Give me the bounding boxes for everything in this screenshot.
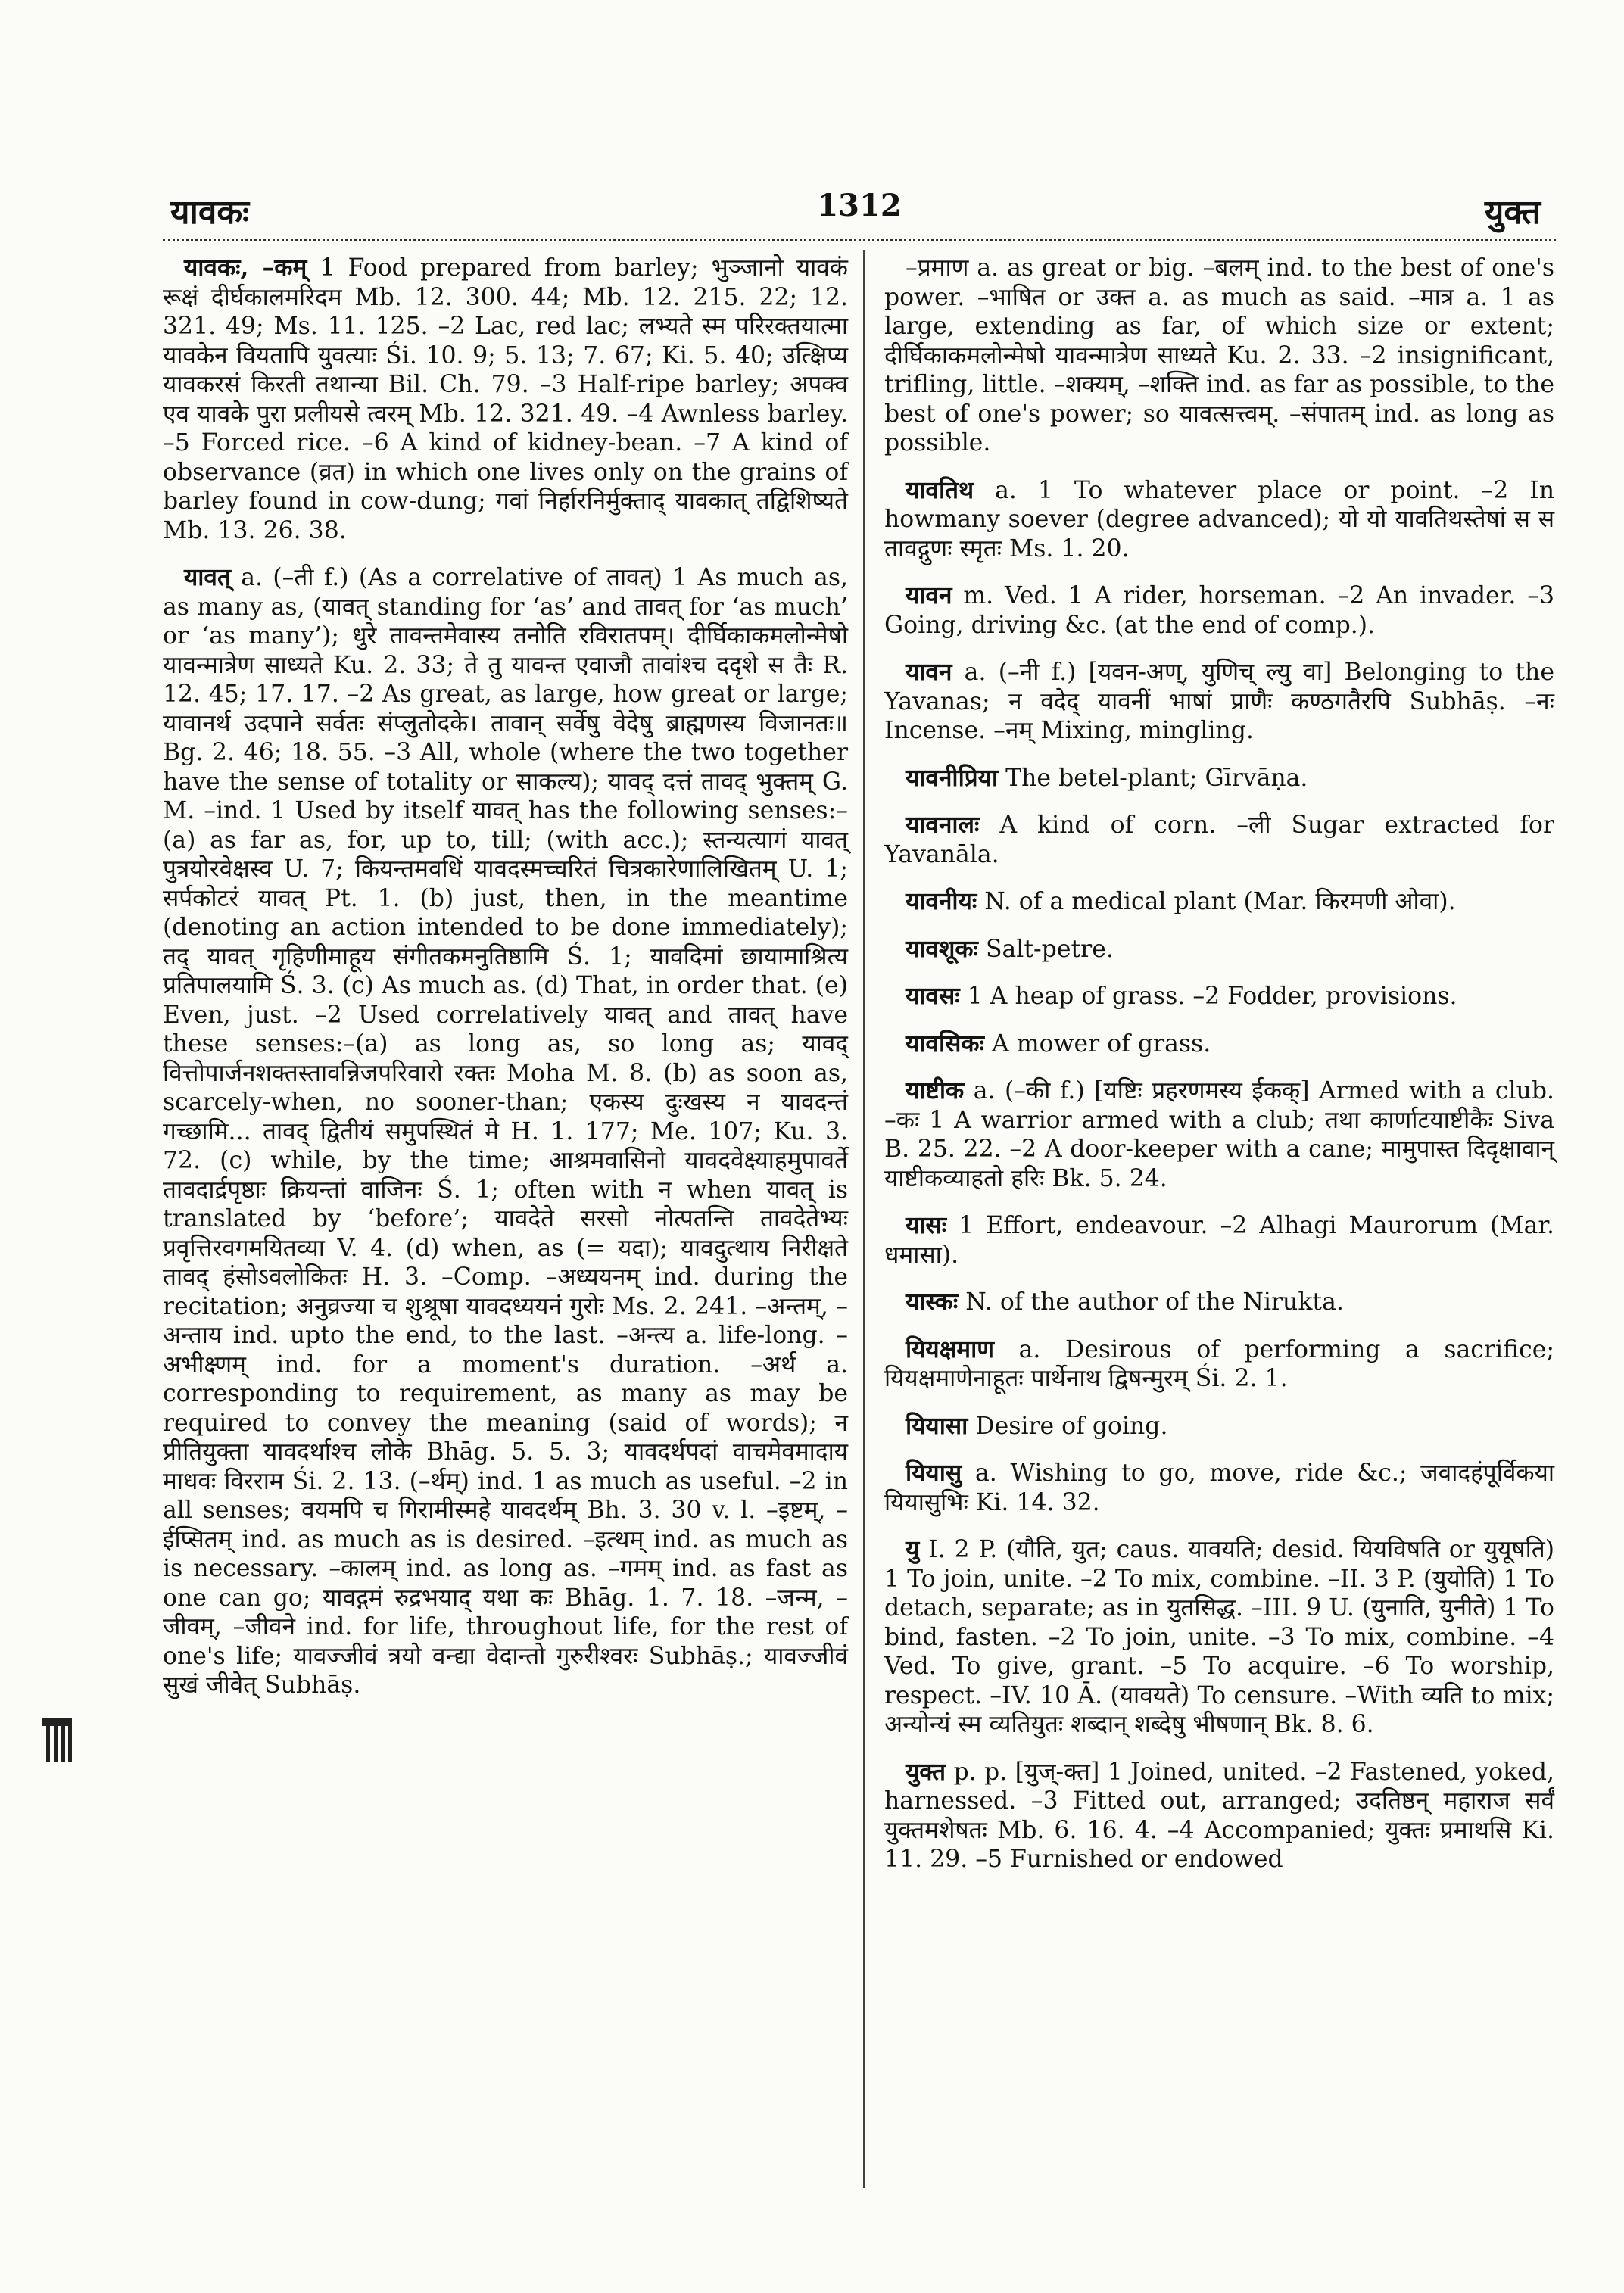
- entry-headword: यावनालः: [906, 811, 980, 839]
- entry-headword: याष्टीक: [906, 1076, 965, 1104]
- entry-definition: A mower of grass.: [991, 1030, 1211, 1058]
- dictionary-entry: [884, 1288, 1554, 1317]
- entry-definition: 1 Effort, endeavour. –2 Alhagi Maurorum (Mar. धमासा).: [884, 1212, 1554, 1269]
- entry-headword: यावनीप्रिया: [906, 763, 999, 792]
- entry-definition: N. of a medical plant (Mar. किरमणी ओवा).: [984, 888, 1456, 915]
- dictionary-entry: [163, 563, 848, 1700]
- entry-headword: युक्त: [906, 1757, 946, 1786]
- entry-definition: 1 Food prepared from barley; भुञ्जानो यावकं रूक्षं दीर्घकालमरिदम Mb. 12. 300. 44; Mb. 12. 215. 22; 12. 321. 49; Ms. 11. 125. –2 Lac, red lac; लभ्यते स्म परिरक्तयात्मा यावकेन वियतापि युवत्याः Śi. 10. 9; 5. 13; 7. 67; Ki. 5. 40; उत्क्षिप्य यावकरसं किरती तथान्या Bil. Ch. 79. –3 Half-ripe barley; अपक्व एव यावके पुरा प्रलीयसे त्वरम् Mb. 12. 321. 49. –4 Awnless barley. –5 Forced rice. –6 A kind of kidney-bean. –7 A kind of observance (व्रत) in which one lives only on the grains of barley found in cow-dung; गवां निर्हारनिर्मुक्ताद् यावकात् तद्विशिष्यते Mb. 13. 26. 38.: [163, 254, 848, 544]
- entry-definition: p. p. [युज्-क्त] 1 Joined, united. –2 Fastened, yoked, harnessed. –3 Fitted out, arranged; उदतिष्ठन् महाराज सर्वं युक्तमशेषतः Mb. 6. 16. 4. –4 Accompanied; युक्तः प्रमाथसि Ki. 11. 29. –5 Furnished or endowed: [884, 1758, 1554, 1873]
- entry-headword: यावनीयः: [906, 887, 977, 915]
- dictionary-entry: [884, 1211, 1554, 1270]
- header-right-guideword: युक्त: [1484, 193, 1541, 232]
- dictionary-entry: [884, 1412, 1554, 1441]
- dictionary-entry: [884, 1030, 1554, 1059]
- margin-mark: [42, 1718, 72, 1762]
- dictionary-entry: [163, 254, 848, 545]
- entry-definition: A kind of corn. –ली Sugar extracted for Yavanāla.: [884, 812, 1554, 868]
- entry-headword: यु: [906, 1535, 920, 1563]
- right-column: [884, 254, 1554, 1893]
- entry-headword: यियक्षमाण: [906, 1335, 995, 1363]
- dictionary-entry: [884, 764, 1554, 793]
- header-rule: [163, 239, 1556, 241]
- dictionary-entry: [884, 254, 1554, 458]
- entry-headword: यावत्: [184, 563, 231, 591]
- entry-definition: The betel-plant; Gīrvāṇa.: [1005, 764, 1308, 792]
- entry-definition: Desire of going.: [975, 1412, 1168, 1440]
- dictionary-entry: [884, 1459, 1554, 1517]
- page-number: 1312: [817, 188, 902, 223]
- entry-headword: यावसः: [906, 982, 960, 1010]
- entry-headword: यावन: [906, 581, 952, 609]
- entry-definition: a. (–की f.) [यष्टिः प्रहरणमस्य ईकक्] Armed with a club. –कः 1 A warrior armed with a club; तथा कार्णाटयाष्टीकैः Siva B. 25. 22. –2 A door-keeper with a cane; मामुपास्त दिदृक्षावान् याष्टीकव्याहतो हरिः Bk. 5. 24.: [884, 1077, 1554, 1192]
- entry-definition: a. (–नी f.) [यवन-अण्, युणिच् ल्यु वा] Belonging to the Yavanas; न वदेद् यावनीं भाषां प्राणैः कण्ठगतैरपि Subhāṣ. –नः Incense. –नम् Mixing, mingling.: [884, 659, 1554, 744]
- dictionary-entry: [884, 811, 1554, 869]
- dictionary-entry: [884, 658, 1554, 746]
- dictionary-entry: [884, 1758, 1554, 1874]
- entry-definition: Salt-petre.: [985, 935, 1114, 963]
- dictionary-entry: [884, 982, 1554, 1011]
- entry-definition: a. Desirous of performing a sacrifice; यियक्षमाणेनाहूतः पार्थेनाथ द्विषन्मुरम् Śi. 2. 1.: [884, 1335, 1554, 1392]
- entry-definition: –प्रमाण a. as great or big. –बलम् ind. to the best of one's power. –भाषित or उक्त a. as much as said. –मात्र a. 1 as large, extending as far, of which size or extent; दीर्घिकाकमलोन्मेषो यावन्मात्रेण साध्यते Ku. 2. 33. –2 insignificant, trifling, little. –शक्यम्, –शक्ति ind. as far as possible, to the best of one's power; so यावत्सत्त्वम्. –संपातम् ind. as long as possible.: [884, 254, 1554, 456]
- entry-headword: यावसिकः: [906, 1029, 984, 1058]
- entry-definition: a. Wishing to go, move, ride &c.; जवादहंपूर्विकया यियासुभिः Ki. 14. 32.: [884, 1460, 1554, 1516]
- dictionary-entry: [884, 1335, 1554, 1394]
- page-header: [163, 182, 1556, 257]
- entry-definition: m. Ved. 1 A rider, horseman. –2 An invader. –3 Going, driving &c. (at the end of comp.).: [884, 582, 1554, 639]
- dictionary-entry: [884, 476, 1554, 564]
- entry-definition: I. 2 P. (यौति, युत; caus. यावयति; desid. यियविषति or युयूषति) 1 To join, unite. –2 To mix, combine. –II. 3 P. (युयोति) 1 To detach, separate; as in युतसिद्ध. –III. 9 U. (युनाति, युनीते) 1 To bind, fasten. –2 To join, unite. –3 To mix, combine. –4 Ved. To give, grant. –5 To acquire. –6 To worship, respect. –IV. 10 Ā. (यावयते) To censure. –With व्यति to mix; अन्योन्यं स्म व्यतियुतः शब्दान् शब्देषु भीषणान् Bk. 8. 6.: [884, 1536, 1554, 1738]
- left-column: [163, 254, 848, 1718]
- dictionary-entry: [884, 581, 1554, 640]
- entry-headword: यासः: [906, 1211, 947, 1239]
- entry-definition: 1 A heap of grass. –2 Fodder, provisions.: [967, 983, 1457, 1010]
- entry-headword: यियासु: [906, 1459, 962, 1487]
- dictionary-entry: [884, 935, 1554, 964]
- entry-definition: a. (–ती f.) (As a correlative of तावत्) 1 As much as, as many as, (यावत् standing for ‘as’ and तावत् for ‘as much’ or ‘as many’); धुरे तावन्तमेवास्य तनोति रविरातपम्। दीर्घिकाकमलोन्मेषो यावन्मात्रेण साध्यते Ku. 2. 33; ते तु यावन्त एवाजौ तावांश्च ददृशे स तैः R. 12. 45; 17. 17. –2 As great, as large, how great or large; यावानर्थ उदपाने सर्वतः संप्लुतोदके। तावान् सर्वेषु वेदेषु ब्राह्मणस्य विजानतः॥ Bg. 2. 46; 18. 55. –3 All, whole (where the two together have the sense of totality or साकल्य); यावद् दत्तं तावद् भुक्तम् G. M. –ind. 1 Used by itself यावत् has the following senses:–(a) as far as, for, up to, till; (with acc.); स्तन्यत्यागं यावत् पुत्रयोरवेक्षस्व U. 7; कियन्तमवधिं यावदस्मच्चरितं चित्रकारेणालिखितम् U. 1; सर्पकोटरं यावत् Pt. 1. (b) just, then, in the meantime (denoting an action intended to be done immediately); तद् यावत् गृहिणीमाहूय संगीतकमनुतिष्ठामि Ś. 1; यावदिमां छायामाश्रित्य प्रतिपालयामि Ś. 3. (c) As much as. (d) That, in order that. (e) Even, just. –2 Used correlatively यावत् and तावत् have these senses:–(a) as long as, so long as; यावद् वित्तोपार्जनशक्तस्तावन्निजपरिवारो रक्तः Moha M. 8. (b) as soon as, scarcely-when, no sooner-than; एकस्य दुःखस्य न यावदन्तं गच्छामि... तावद् द्वितीयं समुपस्थितं मे H. 1. 177; Me. 107; Ku. 3. 72. (c) while, by the time; आश्रमवासिनो यावदवेक्ष्याहमुपावर्ते तावदार्द्रपृष्ठाः क्रियन्तां वाजिनः Ś. 1; often with न when यावत् is translated by ‘before’; यावदेते सरसो नोत्पतन्ति तावदेतेभ्यः प्रवृत्तिरवगमयितव्या V. 4. (d) when, as (= यदा); यावदुत्थाय निरीक्षते तावद् हंसोऽवलोकितः H. 3. –Comp. –अध्ययनम् ind. during the recitation; अनुव्रज्या च शुश्रूषा यावदध्ययनं गुरोः Ms. 2. 241. –अन्तम्, –अन्ताय ind. upto the end, to the last. –अन्त्य a. life-long. –अभीक्ष्णम् ind. for a moment's duration. –अर्थ a. corresponding to requirement, as many as may be required to convey the meaning (said of words); न प्रीतियुक्ता यावदर्थाश्च लोके Bhāg. 5. 5. 3; यावदर्थपदां वाचमेवमादाय माधवः विरराम Śi. 2. 13. (–र्थम्) ind. 1 as much as useful. –2 in all senses; वयमपि च गिरामीस्महे यावदर्थम् Bh. 3. 30 v. l. –इष्टम्, –ईप्सितम् ind. as much as is desired. –इत्थम् ind. as much as is necessary. –कालम् ind. as long as. –गमम् ind. as fast as one can go; यावद्गमं रुद्रभयाद् यथा कः Bhāg. 1. 7. 18. –जन्म, –जीवम्, –जीवने ind. for life, throughout life, for the rest of one's life; यावज्जीवं त्रयो वन्द्या वेदान्तो गुरुरीश्वरः Subhāṣ.; यावज्जीवं सुखं जीवेत् Subhāṣ.: [163, 564, 849, 1699]
- entry-headword: यावन: [906, 658, 952, 686]
- dictionary-entry: [884, 1535, 1554, 1740]
- entry-headword: यास्कः: [906, 1288, 959, 1316]
- column-divider: [863, 250, 865, 2188]
- entry-definition: a. 1 To whatever place or point. –2 In howmany soever (degree advanced); यो यो यावतिथस्तेषां स स तावद्गुणः स्मृतः Ms. 1. 20.: [884, 476, 1554, 562]
- entry-headword: यावकः, –कम्: [184, 254, 307, 282]
- entry-headword: यावशूकः: [906, 934, 978, 963]
- header-left-guideword: यावकः: [170, 193, 250, 232]
- entry-headword: यावतिथ: [906, 475, 974, 504]
- entry-definition: N. of the author of the Nirukta.: [965, 1288, 1344, 1316]
- dictionary-entry: [884, 887, 1554, 917]
- entry-headword: यियासा: [906, 1411, 968, 1440]
- dictionary-entry: [884, 1076, 1554, 1193]
